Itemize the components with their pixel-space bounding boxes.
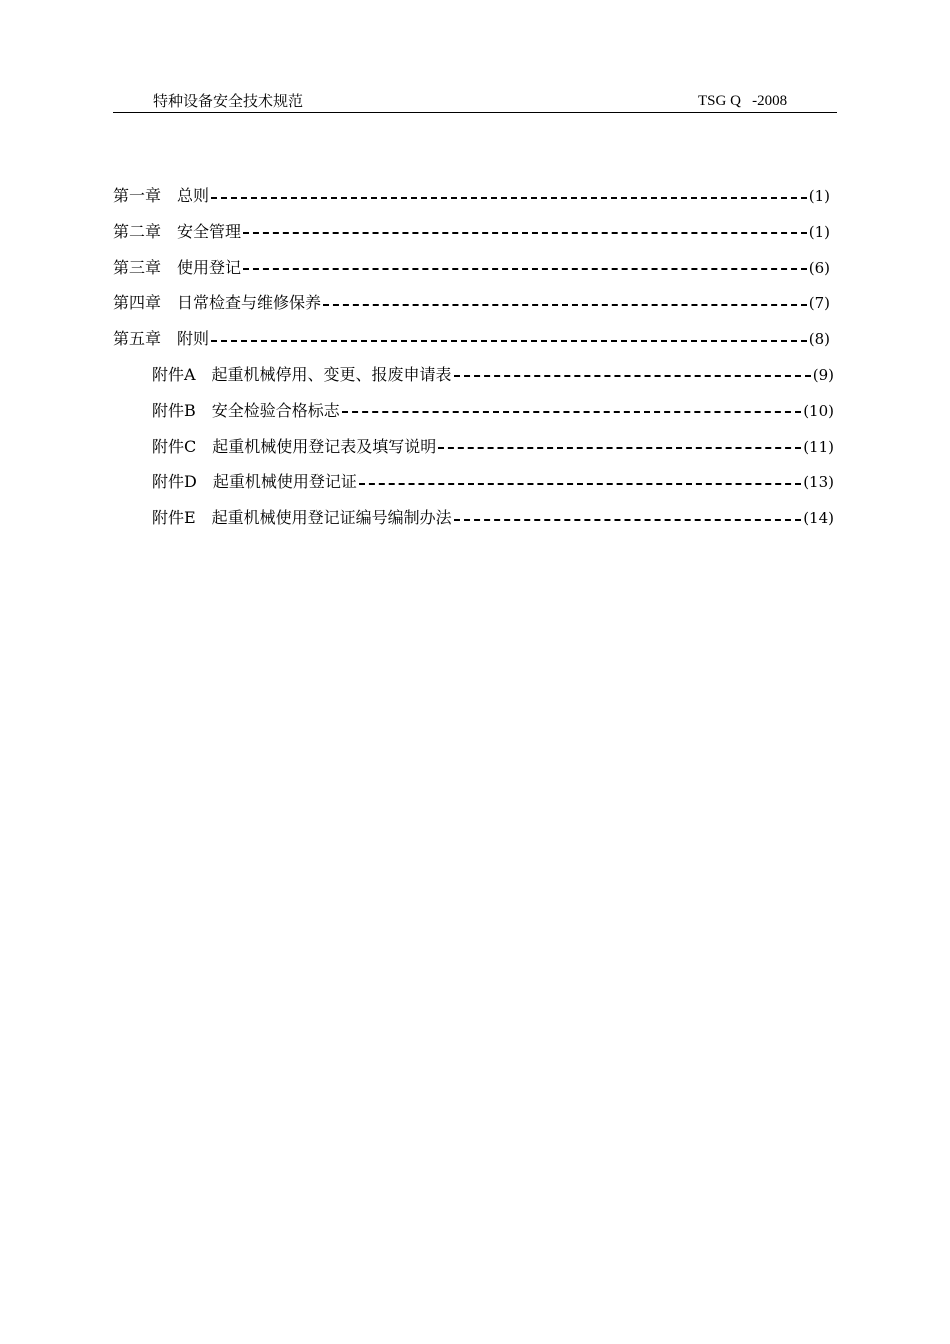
dot-leader [454,519,802,521]
toc-entry[interactable] [113,285,830,321]
dot-leader [359,483,801,485]
toc-entry-page: (13) [803,473,834,492]
toc-row-chapter-4 [0,285,950,321]
toc-entry-label: 第四章 日常检查与维修保养 [113,293,322,313]
header-title: 特种设备安全技术规范 [153,92,304,110]
dot-leader [454,375,811,377]
toc-entry-label: 第一章 总则 [113,186,210,205]
dot-leader [438,447,801,449]
toc-entry-label: 附件C 起重机械使用登记表及填写说明 [152,436,437,456]
toc-entry-label: 第三章 使用登记 [113,257,242,277]
toc-row-appendix-c [0,429,950,465]
toc-row-appendix-d [0,464,950,500]
page-header [113,90,837,113]
toc-entry-label: 第五章 附则 [113,329,210,349]
toc-row-appendix-e [0,500,950,536]
toc-entry[interactable] [152,393,834,429]
dot-leader [243,232,807,234]
toc-row-chapter-2 [0,214,950,250]
toc-entry[interactable] [113,321,830,357]
toc-entry-page: (10) [803,401,834,420]
dot-leader [211,197,807,199]
toc-entry-page: (1) [808,222,830,241]
dot-leader [211,340,807,342]
toc-entry-label: 附件B 安全检验合格标志 [152,400,340,420]
dot-leader [323,304,807,306]
toc-row-appendix-b [0,393,950,429]
toc-entry[interactable] [152,429,834,465]
toc-row-chapter-5 [0,321,950,357]
toc-entry[interactable] [152,464,834,500]
dot-leader [243,268,807,270]
toc-entry-page: (8) [808,330,830,349]
toc-entry-label: 第二章 安全管理 [113,221,242,241]
toc-row-chapter-3 [0,250,950,286]
toc-entry-label: 附件E 起重机械使用登记证编号编制办法 [152,508,452,528]
header-standard-code: TSG Q -2008 [698,93,788,109]
toc-entry-label: 附件A 起重机械停用、变更、报废申请表 [152,364,452,384]
toc-entry[interactable] [113,178,830,214]
toc-entry-page: (6) [808,258,830,277]
toc-row-chapter-1 [0,178,950,214]
toc-entry-page: (9) [812,365,834,384]
toc-entry-page: (7) [808,294,830,313]
dot-leader [342,411,801,413]
toc-entry[interactable] [152,357,834,393]
toc-entry-page: (11) [803,437,834,456]
toc-entry[interactable] [113,214,830,250]
toc-entry[interactable] [152,500,834,536]
toc-entry-page: (1) [808,187,830,205]
toc-entry-label: 附件D 起重机械使用登记证 [152,472,357,492]
toc-row-appendix-a [0,357,950,393]
toc-entry-page: (14) [803,509,834,528]
toc-entry[interactable] [113,250,830,286]
table-of-contents [0,178,950,536]
